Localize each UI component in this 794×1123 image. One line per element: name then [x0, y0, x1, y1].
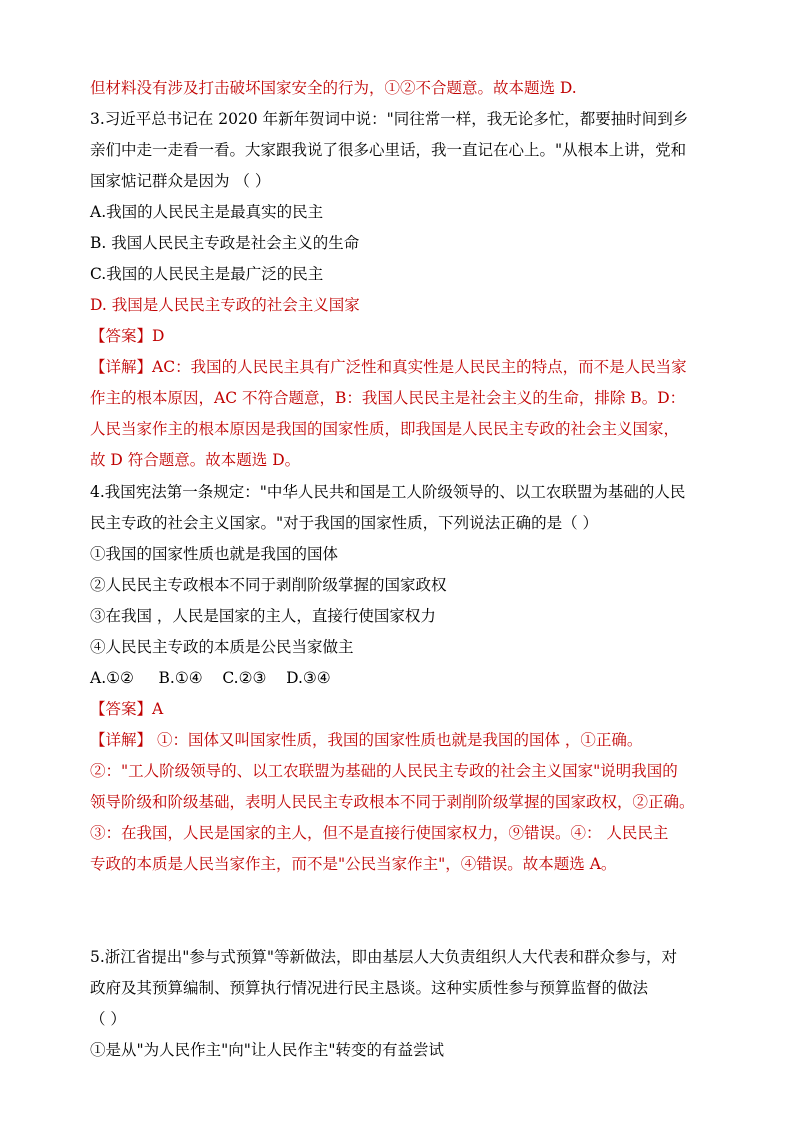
q3-detail-line-1: [90, 357, 687, 377]
q4-answer-tag: 【答案】: [90, 700, 153, 718]
q4-item-2: ②人民民主专政根本不同于剥削阶级掌握的国家政权: [90, 576, 447, 594]
q4-answer-value: A: [152, 700, 164, 718]
q3-option-a: A.我国的人民民主是最真实的民主: [90, 203, 324, 221]
q3-answer: [90, 326, 164, 346]
q5-item-1: ①是从"为人民作主"向"让人民作主"转变的有益尝试: [90, 1041, 445, 1059]
q5-stem-line-1: 5.浙江省提出"参与式预算"等新做法，即由基层人大负责组织人大代表和群众参与，对: [90, 948, 678, 966]
q4-detail-line-4: ③：在我国，人民是国家的主人，但不是直接行使国家权力，⑨错误。④： 人民民主: [90, 824, 669, 842]
q4-detail-line-5: 专政的本质是人民当家作主，而不是"公民当家作主"，④错误。故本题选 A。: [90, 855, 617, 873]
q3-answer-value: D: [152, 327, 165, 345]
q4-answer: [90, 699, 163, 719]
q4-detail-line-2: ②："工人阶级领导的、以工农联盟为基础的人民民主专政的社会主义国家"说明我国的: [90, 762, 678, 780]
prev-answer-tail: 但材料没有涉及打击破坏国家安全的行为，①②不合题意。故本题选 D.: [90, 79, 577, 97]
q4-detail-text-1: ①：国体又叫国家性质，我国的国家性质也就是我国的国体 ，①正确。: [152, 731, 643, 749]
q3-option-b: B. 我国人民民主专政是社会主义的生命: [90, 234, 360, 252]
q3-option-c: C.我国的人民民主是最广泛的民主: [90, 265, 324, 283]
q4-detail-tag: 【详解】: [90, 731, 153, 749]
q5-stem-line-2: 政府及其预算编制、预算执行情况进行民主恳谈。这种实质性参与预算监督的做法: [90, 979, 649, 997]
q4-options: A.①② B.①④ C.②③ D.③④: [90, 669, 331, 687]
q3-answer-tag: 【答案】: [90, 327, 153, 345]
q3-stem-line-3: 国家惦记群众是因为 （ ）: [90, 172, 271, 190]
q4-stem-line-2: 民主专政的社会主义国家。"对于我国的国家性质，下列说法正确的是（ ）: [90, 514, 599, 532]
q4-detail-line-1: [90, 730, 642, 750]
q4-item-4: ④人民民主专政的本质是公民当家做主: [90, 638, 354, 656]
q4-stem-line-1: 4.我国宪法第一条规定："中华人民共和国是工人阶级领导的、以工农联盟为基础的人民: [90, 483, 686, 501]
q3-detail-line-4: 故 D 符合题意。故本题选 D。: [90, 451, 301, 469]
q3-option-d: D. 我国是人民民主专政的社会主义国家: [90, 296, 360, 314]
q3-detail-line-3: 人民当家作主的根本原因是我国的国家性质，即我国是人民民主专政的社会主义国家，: [90, 420, 680, 438]
q3-stem-line-2: 亲们中走一走看一看。大家跟我说了很多心里话，我一直记在心上。"从根本上讲，党和: [90, 141, 687, 159]
q5-stem-line-3: （ ）: [90, 1010, 126, 1028]
q4-detail-line-3: 领导阶级和阶级基础，表明人民民主专政根本不同于剥削阶级掌握的国家政权，②正确。: [90, 793, 695, 811]
q3-detail-line-2: 作主的根本原因，AC 不符合题意，B：我国人民民主是社会主义的生命，排除 B。D：: [90, 389, 686, 407]
q4-item-3: ③在我国 ，人民是国家的主人，直接行使国家权力: [90, 607, 436, 625]
q4-item-1: ①我国的国家性质也就是我国的国体: [90, 545, 339, 563]
q3-detail-tag: 【详解】: [90, 358, 153, 376]
q3-stem-line-1: 3.习近平总书记在 2020 年新年贺词中说："同往常一样，我无论多忙，都要抽时间到乡: [90, 110, 689, 128]
q3-detail-text-1: AC：我国的人民民主具有广泛性和真实性是人民民主的特点，而不是人民当家: [152, 358, 687, 376]
